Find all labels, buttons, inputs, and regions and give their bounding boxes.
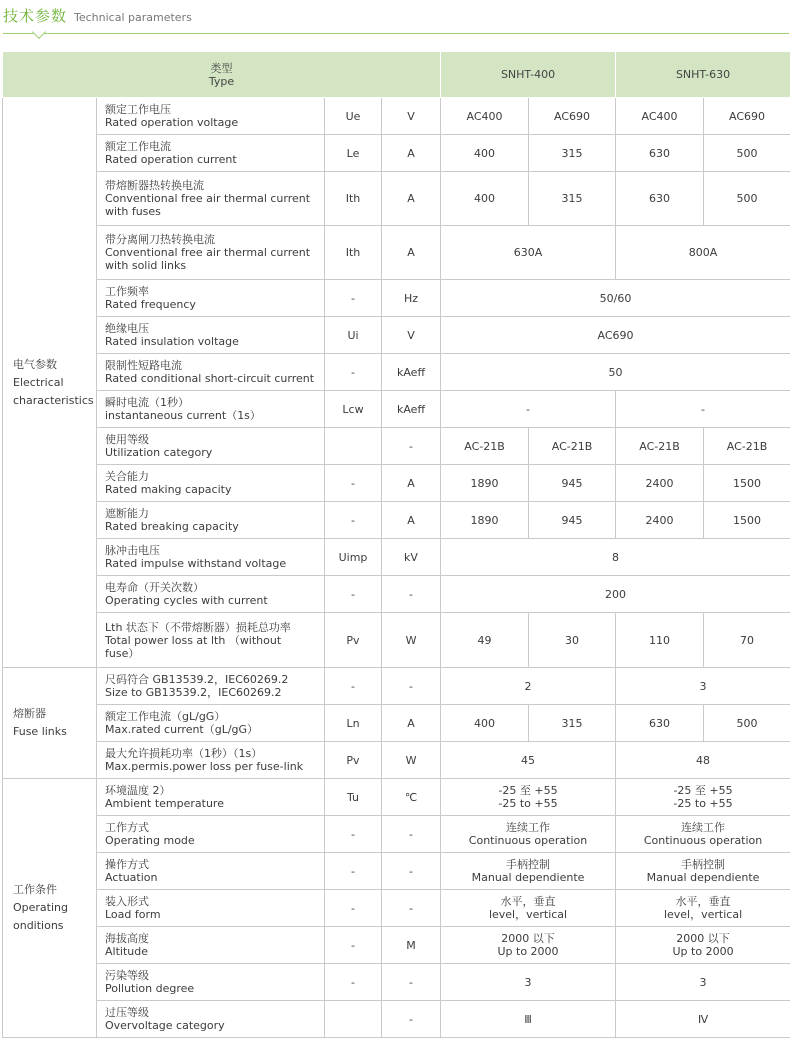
table-row (3, 742, 790, 779)
value-cell: AC690 (529, 98, 616, 135)
value-cell (441, 816, 616, 853)
value-line: 连续工作 (506, 821, 551, 834)
value-line: Continuous operation (468, 834, 588, 847)
unit-cell: - (382, 890, 441, 927)
table-row (3, 890, 790, 927)
symbol-cell: Pv (325, 613, 382, 668)
value-line: Manual dependiente (646, 871, 760, 884)
value-line: 水平，垂直 (500, 895, 556, 908)
param-name-en: Overvoltage category (105, 1019, 225, 1032)
symbol-cell: - (325, 465, 382, 502)
table-row (3, 816, 790, 853)
symbol-cell: - (325, 576, 382, 613)
value-cell: 1890 (441, 502, 529, 539)
table-row (3, 668, 790, 705)
param-name-en: Load form (105, 908, 161, 921)
value-cell: Ⅳ (616, 1001, 790, 1038)
param-name-en: Conventional free air thermal current (105, 192, 311, 205)
value-cell: 1890 (441, 465, 529, 502)
table-row (3, 317, 790, 354)
symbol-cell: - (325, 502, 382, 539)
table-row (3, 465, 790, 502)
value-cell: 630A (441, 226, 616, 280)
param-name-en: Conventional free air thermal current (105, 246, 311, 259)
value-cell: 630 (616, 135, 704, 172)
value-cell: 945 (529, 465, 616, 502)
value-cell: AC-21B (529, 428, 616, 465)
type-header-cn: 类型 (210, 61, 233, 75)
param-name-cn: 额定工作电流（gL/gG） (105, 710, 226, 723)
param-name-cn: 额定工作电压 (105, 103, 171, 116)
param-name-en: Actuation (105, 871, 158, 884)
symbol-cell: - (325, 816, 382, 853)
table-row (3, 576, 790, 613)
value-cell: - (616, 391, 790, 428)
param-name-en: Rated breaking capacity (105, 520, 239, 533)
value-cell (616, 816, 790, 853)
symbol-cell: - (325, 668, 382, 705)
param-cell (97, 927, 325, 964)
group-label-en: Fuse links (13, 725, 67, 738)
param-cell (97, 354, 325, 391)
value-cell: 3 (616, 964, 790, 1001)
symbol-cell: Le (325, 135, 382, 172)
table-row (3, 391, 790, 428)
value-cell: 8 (441, 539, 790, 576)
value-cell: 50 (441, 354, 790, 391)
param-name-en: Utilization category (105, 446, 213, 459)
param-name-cn: 瞬时电流（1秒） (105, 396, 189, 409)
unit-cell: Hz (382, 280, 441, 317)
section-header (0, 0, 790, 46)
value-cell: AC400 (616, 98, 704, 135)
group-label-cn: 熔断器 (13, 707, 46, 720)
symbol-cell: Lcw (325, 391, 382, 428)
value-cell: 630 (616, 705, 704, 742)
value-cell: 3 (616, 668, 790, 705)
value-line: Continuous operation (643, 834, 763, 847)
symbol-cell (325, 428, 382, 465)
type-header (3, 52, 441, 98)
value-cell: 400 (441, 705, 529, 742)
table-row (3, 502, 790, 539)
value-cell: 315 (529, 135, 616, 172)
value-cell: 48 (616, 742, 790, 779)
unit-cell: A (382, 172, 441, 226)
unit-cell: V (382, 317, 441, 354)
value-cell: 1500 (704, 465, 790, 502)
param-name-en: Rated conditional short-circuit current (105, 372, 315, 385)
symbol-cell: - (325, 853, 382, 890)
param-cell (97, 779, 325, 816)
param-name-cn: 尺码符合 GB13539.2，IEC60269.2 (105, 673, 289, 686)
unit-cell: W (382, 742, 441, 779)
unit-cell: A (382, 135, 441, 172)
value-line: 手柄控制 (506, 858, 551, 871)
param-name-en: Altitude (105, 945, 148, 958)
param-name-cn: 额定工作电流 (105, 140, 171, 153)
value-line: 手柄控制 (681, 858, 726, 871)
table-row (3, 226, 790, 280)
value-cell (441, 890, 616, 927)
value-cell: 110 (616, 613, 704, 668)
technical-parameters-table (2, 51, 790, 1038)
param-name-cn: 带熔断器热转换电流 (105, 179, 204, 192)
param-cell (97, 465, 325, 502)
param-name-cn: 关合能力 (105, 470, 149, 483)
value-cell: - (441, 391, 616, 428)
value-cell: AC400 (441, 98, 529, 135)
unit-cell: ℃ (382, 779, 441, 816)
param-name-cn: 装入形式 (105, 895, 149, 908)
unit-cell: - (382, 576, 441, 613)
model-header-2: SNHT-630 (616, 52, 790, 98)
group-label-en: onditions (13, 919, 64, 932)
value-cell: 400 (441, 135, 529, 172)
value-line: 2000 以下 (676, 932, 730, 945)
symbol-cell: - (325, 890, 382, 927)
value-cell: 315 (529, 172, 616, 226)
param-cell (97, 226, 325, 280)
table-header-row (3, 52, 790, 98)
model-header-1: SNHT-400 (441, 52, 616, 98)
table-row (3, 964, 790, 1001)
param-name-en: Rated frequency (105, 298, 196, 311)
param-cell (97, 1001, 325, 1038)
value-cell: 49 (441, 613, 529, 668)
value-line: -25 至 +55 (673, 784, 733, 797)
param-name-cn: 脉冲击电压 (105, 544, 160, 557)
group-label-en: Operating (13, 901, 68, 914)
group-label-cell (3, 779, 97, 1038)
value-cell: 2400 (616, 465, 704, 502)
symbol-cell: - (325, 927, 382, 964)
param-name-en: Rated impulse withstand voltage (105, 557, 287, 570)
unit-cell: V (382, 98, 441, 135)
section-title-cn: 技术参数 (3, 7, 68, 25)
table-row (3, 779, 790, 816)
table-row (3, 705, 790, 742)
param-name-en: with solid links (105, 259, 187, 272)
value-cell: 315 (529, 705, 616, 742)
table-row (3, 853, 790, 890)
param-cell (97, 280, 325, 317)
value-cell: AC-21B (441, 428, 529, 465)
symbol-cell: Tu (325, 779, 382, 816)
unit-cell: A (382, 705, 441, 742)
param-name-en: Total power loss at lth （without (105, 633, 282, 647)
param-name-cn: 电寿命（开关次数） (105, 581, 204, 594)
unit-cell: - (382, 668, 441, 705)
param-cell (97, 668, 325, 705)
value-line: level，vertical (663, 908, 743, 921)
value-cell: 70 (704, 613, 790, 668)
param-name-en: Operating cycles with current (105, 594, 268, 607)
value-line: level，vertical (488, 908, 568, 921)
group-label-cell (3, 668, 97, 779)
value-cell: 1500 (704, 502, 790, 539)
param-cell (97, 816, 325, 853)
value-cell (441, 853, 616, 890)
param-name-cn: 绝缘电压 (105, 322, 149, 335)
value-cell: 500 (704, 172, 790, 226)
param-cell (97, 890, 325, 927)
param-cell (97, 853, 325, 890)
param-name-cn: 最大允许损耗功率（1秒）（1s） (105, 747, 263, 760)
symbol-cell: Ith (325, 226, 382, 280)
value-line: 连续工作 (681, 821, 726, 834)
param-cell (97, 613, 325, 668)
unit-cell: - (382, 853, 441, 890)
chevron-down-icon (32, 25, 46, 39)
unit-cell: A (382, 502, 441, 539)
table-row (3, 354, 790, 391)
param-name-cn: 遮断能力 (105, 507, 149, 520)
value-cell: 30 (529, 613, 616, 668)
value-line: -25 至 +55 (498, 784, 558, 797)
value-cell: 945 (529, 502, 616, 539)
param-cell (97, 391, 325, 428)
value-cell (441, 779, 616, 816)
param-name-en: Ambient temperature (105, 797, 224, 810)
param-name-en: Max.rated current（gL/gG） (105, 723, 259, 736)
table-row (3, 1001, 790, 1038)
param-name-cn: 工作方式 (105, 821, 149, 834)
value-cell: AC690 (704, 98, 790, 135)
value-cell: 50/60 (441, 280, 790, 317)
value-cell: 2 (441, 668, 616, 705)
param-cell (97, 742, 325, 779)
symbol-cell: Ue (325, 98, 382, 135)
unit-cell: A (382, 226, 441, 280)
value-cell (616, 853, 790, 890)
unit-cell: - (382, 428, 441, 465)
group-label-cn: 工作条件 (13, 883, 57, 896)
value-cell: 200 (441, 576, 790, 613)
unit-cell: M (382, 927, 441, 964)
value-line: Manual dependiente (471, 871, 585, 884)
value-line: 水平，垂直 (675, 895, 731, 908)
value-cell: 500 (704, 135, 790, 172)
param-name-cn: 海拔高度 (105, 932, 149, 945)
table-row (3, 280, 790, 317)
param-name-cn: 污染等级 (105, 969, 149, 982)
value-line: 2000 以下 (501, 932, 555, 945)
group-label-en: Electrical (13, 375, 64, 389)
param-name-cn: 过压等级 (105, 1006, 149, 1019)
param-name-en: Max.permis.power loss per fuse-link (105, 760, 304, 773)
param-name-cn: 使用等级 (105, 433, 149, 446)
value-cell: 400 (441, 172, 529, 226)
value-cell: 630 (616, 172, 704, 226)
value-cell: 45 (441, 742, 616, 779)
param-name-en: with fuses (105, 205, 161, 218)
value-cell (616, 927, 790, 964)
symbol-cell: - (325, 354, 382, 391)
param-cell (97, 964, 325, 1001)
param-name-en: Rated operation current (105, 153, 237, 166)
param-name-en: instantaneous current（1s） (105, 409, 261, 422)
symbol-cell: Ith (325, 172, 382, 226)
param-cell (97, 428, 325, 465)
symbol-cell: Ui (325, 317, 382, 354)
symbol-cell: Ln (325, 705, 382, 742)
param-name-cn: 带分离闸刀热转换电流 (105, 233, 215, 246)
unit-cell: kAeff (382, 391, 441, 428)
symbol-cell: Pv (325, 742, 382, 779)
param-cell (97, 317, 325, 354)
group-label-cn: 电气参数 (13, 357, 57, 371)
param-cell (97, 135, 325, 172)
symbol-cell (325, 1001, 382, 1038)
unit-cell: kV (382, 539, 441, 576)
value-cell: 800A (616, 226, 790, 280)
unit-cell: - (382, 816, 441, 853)
value-cell: 3 (441, 964, 616, 1001)
value-cell: AC-21B (704, 428, 790, 465)
param-name-en: Rated insulation voltage (105, 335, 239, 348)
unit-cell: - (382, 964, 441, 1001)
param-name-cn: 环境温度 2） (105, 784, 171, 797)
table-row (3, 428, 790, 465)
param-name-cn: 工作频率 (105, 285, 149, 298)
param-cell (97, 705, 325, 742)
symbol-cell: Uimp (325, 539, 382, 576)
param-name-en: Rated operation voltage (105, 116, 239, 129)
param-name-en: fuse） (105, 646, 140, 660)
type-header-en: Type (208, 74, 235, 88)
value-cell (616, 890, 790, 927)
param-name-en: Rated making capacity (105, 483, 232, 496)
param-cell (97, 502, 325, 539)
param-cell (97, 172, 325, 226)
table-row (3, 927, 790, 964)
value-cell: AC-21B (616, 428, 704, 465)
value-line: -25 to +55 (498, 797, 558, 810)
value-cell: Ⅲ (441, 1001, 616, 1038)
param-name-cn: 限制性短路电流 (105, 359, 182, 372)
symbol-cell: - (325, 280, 382, 317)
unit-cell: - (382, 1001, 441, 1038)
table-row (3, 172, 790, 226)
param-name-cn: Lth 状态下（不带熔断器）损耗总功率 (105, 620, 291, 634)
value-line: Up to 2000 (497, 945, 559, 958)
param-name-cn: 操作方式 (105, 858, 149, 871)
value-cell (441, 927, 616, 964)
param-name-en: Pollution degree (105, 982, 195, 995)
table-row (3, 135, 790, 172)
value-line: Up to 2000 (672, 945, 734, 958)
value-line: -25 to +55 (673, 797, 733, 810)
value-cell: AC690 (441, 317, 790, 354)
unit-cell: kAeff (382, 354, 441, 391)
table-row (3, 98, 790, 135)
value-cell: 500 (704, 705, 790, 742)
value-cell (616, 779, 790, 816)
section-title-en: Technical parameters (74, 11, 192, 24)
param-name-en: Size to GB13539.2，IEC60269.2 (105, 686, 282, 699)
table-row (3, 539, 790, 576)
header-divider (3, 33, 789, 34)
group-label-cell (3, 98, 97, 668)
value-cell: 2400 (616, 502, 704, 539)
group-label-en: characteristics (13, 393, 94, 407)
unit-cell: W (382, 613, 441, 668)
table-row (3, 613, 790, 668)
unit-cell: A (382, 465, 441, 502)
param-cell (97, 539, 325, 576)
param-cell (97, 98, 325, 135)
param-name-en: Operating mode (105, 834, 195, 847)
symbol-cell: - (325, 964, 382, 1001)
param-cell (97, 576, 325, 613)
